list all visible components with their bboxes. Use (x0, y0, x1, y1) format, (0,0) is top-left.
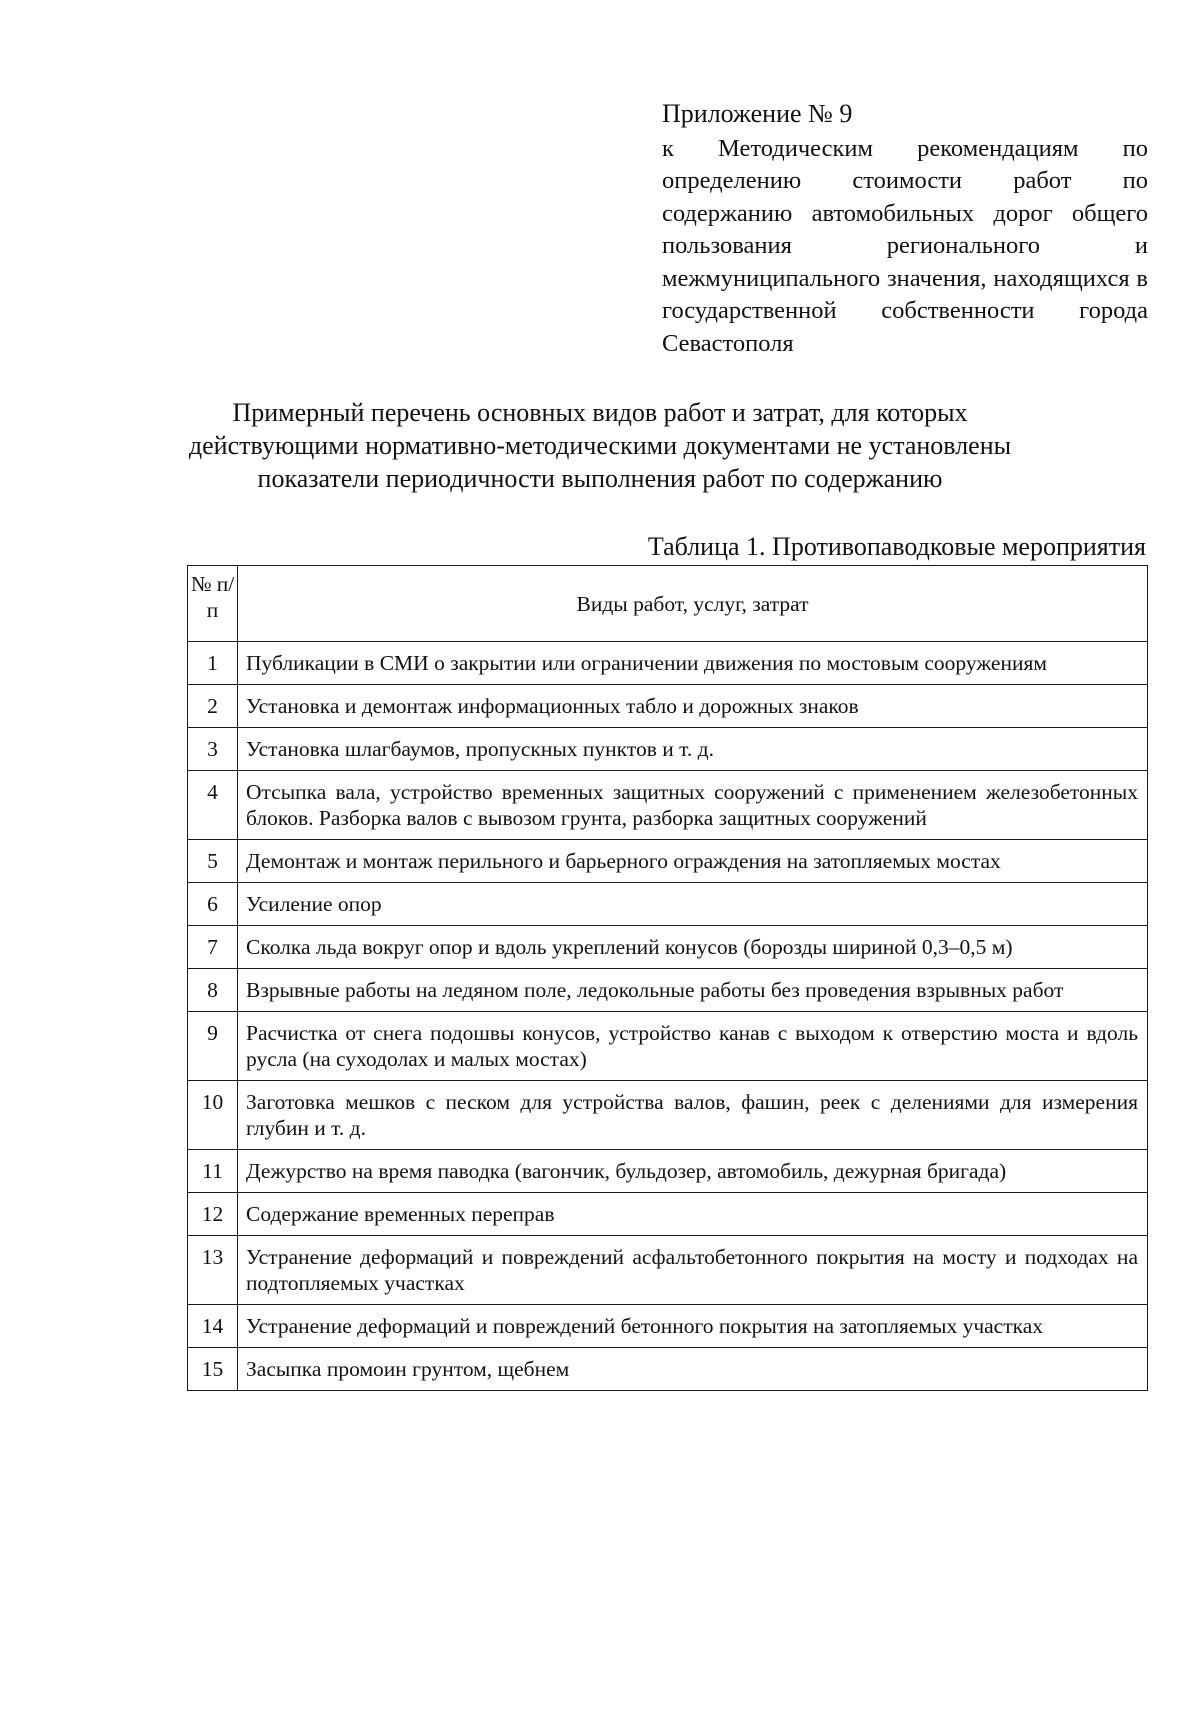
row-text: Установка шлагбаумов, пропускных пунктов и т. д. (238, 728, 1148, 771)
row-number: 9 (188, 1012, 238, 1081)
table-row (188, 1236, 1148, 1305)
row-text: Устранение деформаций и повреждений асфальтобетонного покрытия на мосту и подходах на подтопляемых участках (238, 1236, 1148, 1305)
row-number: 14 (188, 1305, 238, 1348)
row-number: 10 (188, 1081, 238, 1150)
row-number: 4 (188, 771, 238, 840)
row-number: 3 (188, 728, 238, 771)
header-number: № п/п (188, 566, 238, 642)
row-number: 13 (188, 1236, 238, 1305)
table-row (188, 969, 1148, 1012)
table-row (188, 1348, 1148, 1391)
appendix-text: к Методическим рекомендациям по определению стоимости работ по содержанию автомобильных дорог общего пользования регионального и межмуниципального значения, находящихся в государственной собственности города Севастополя (662, 134, 1148, 357)
row-number: 15 (188, 1348, 238, 1391)
table-row (188, 1193, 1148, 1236)
row-text: Засыпка промоин грунтом, щебнем (238, 1348, 1148, 1391)
row-text: Заготовка мешков с песком для устройства валов, фашин, реек с делениями для измерения глубин и т. д. (238, 1081, 1148, 1150)
table-row (188, 840, 1148, 883)
row-text: Установка и демонтаж информационных табло и дорожных знаков (238, 685, 1148, 728)
table-row (188, 883, 1148, 926)
row-number: 6 (188, 883, 238, 926)
row-number: 5 (188, 840, 238, 883)
table-row (188, 685, 1148, 728)
row-text: Отсыпка вала, устройство временных защитных сооружений с применением железобетонных блоков. Разборка валов с вывозом грунта, разборка защитных сооружений (238, 771, 1148, 840)
row-text: Расчистка от снега подошвы конусов, устройство канав с выходом к отверстию моста и вдоль русла (на суходолах и малых мостах) (238, 1012, 1148, 1081)
header-work-types: Виды работ, услуг, затрат (238, 566, 1148, 642)
row-text: Взрывные работы на ледяном поле, ледокольные работы без проведения взрывных работ (238, 969, 1148, 1012)
row-number: 7 (188, 926, 238, 969)
table-row (188, 1305, 1148, 1348)
row-text: Усиление опор (238, 883, 1148, 926)
table-row (188, 1150, 1148, 1193)
row-text: Демонтаж и монтаж перильного и барьерного ограждения на затопляемых мостах (238, 840, 1148, 883)
row-text: Публикации в СМИ о закрытии или ограничении движения по мостовым сооружениям (238, 642, 1148, 685)
row-text: Сколка льда вокруг опор и вдоль укреплений конусов (борозды шириной 0,3–0,5 м) (238, 926, 1148, 969)
row-number: 2 (188, 685, 238, 728)
table-row (188, 926, 1148, 969)
row-number: 11 (188, 1150, 238, 1193)
row-number: 1 (188, 642, 238, 685)
table-header-row (188, 566, 1148, 642)
row-text: Дежурство на время паводка (вагончик, бульдозер, автомобиль, дежурная бригада) (238, 1150, 1148, 1193)
table-caption: Таблица 1. Противопаводковые мероприятия (647, 532, 1146, 561)
row-text: Содержание временных переправ (238, 1193, 1148, 1236)
works-table (187, 565, 1148, 1391)
table-row (188, 1012, 1148, 1081)
row-text: Устранение деформаций и повреждений бетонного покрытия на затопляемых участках (238, 1305, 1148, 1348)
appendix-number: Приложение № 9 (662, 99, 853, 128)
document-title: Примерный перечень основных видов работ и затрат, для которых действующими нормативно-методическими документами не установлены показатели периодичности выполнения работ по содержанию (188, 398, 1012, 493)
appendix-block (662, 98, 1148, 360)
table-row (188, 642, 1148, 685)
row-number: 12 (188, 1193, 238, 1236)
works-table-container (187, 565, 1147, 1391)
table-row (188, 728, 1148, 771)
table-row (188, 1081, 1148, 1150)
row-number: 8 (188, 969, 238, 1012)
table-row (188, 771, 1148, 840)
